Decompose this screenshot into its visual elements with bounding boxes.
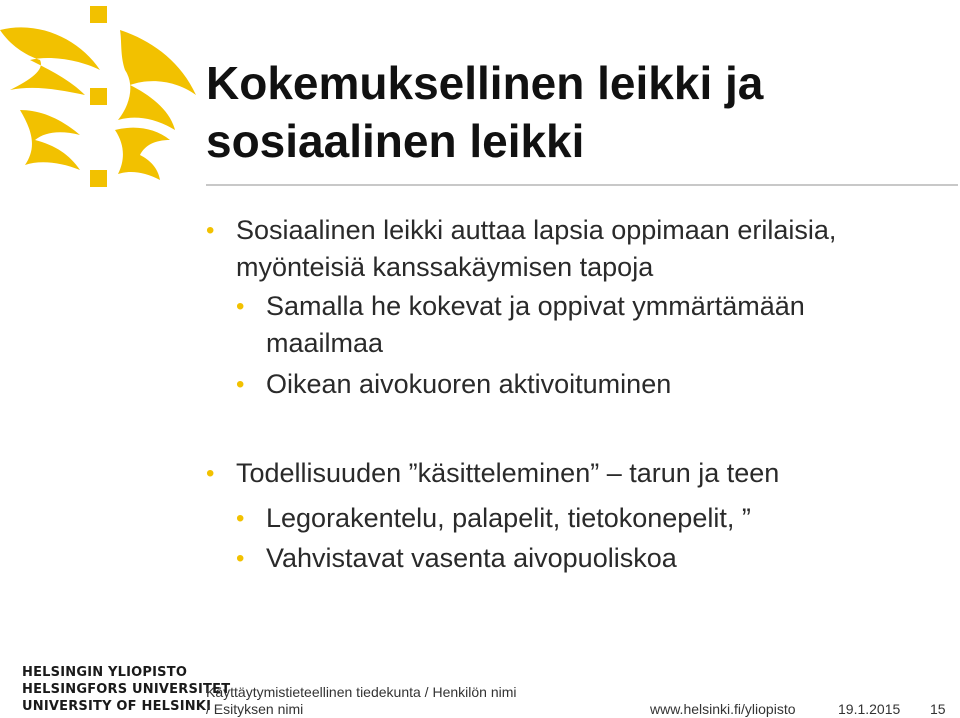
sub-bullet-item: • Oikean aivokuoren aktivoituminen bbox=[236, 366, 916, 403]
footer-faculty: Käyttäytymistieteellinen tiedekunta / Henkilön nimi / Esityksen nimi bbox=[206, 684, 517, 717]
bullet-item: • Sosiaalinen leikki auttaa lapsia oppimaan erilaisia, myönteisiä kanssakäymisen tapoja bbox=[206, 212, 906, 286]
bullet-dot-icon: • bbox=[236, 505, 245, 532]
bullet-item: • Todellisuuden ”käsitteleminen” – tarun ja teen bbox=[206, 455, 946, 492]
bullet-dot-icon: • bbox=[236, 293, 245, 320]
sub-bullet-item: • Legorakentelu, palapelit, tietokonepelit, ” bbox=[236, 500, 916, 537]
slide-title-line-1: Kokemuksellinen leikki ja bbox=[206, 57, 764, 109]
bullet-dot-icon: • bbox=[236, 371, 245, 398]
bullet-dot-icon: • bbox=[206, 460, 215, 487]
sub-bullet-item: • Vahvistavat vasenta aivopuoliskoa bbox=[236, 540, 916, 577]
title-divider bbox=[206, 184, 958, 186]
bullet-dot-icon: • bbox=[206, 217, 215, 244]
footer-url[interactable]: www.helsinki.fi/yliopisto bbox=[650, 701, 796, 717]
sub-bullet-item: • Samalla he kokevat ja oppivat ymmärtämään maailmaa bbox=[236, 288, 876, 362]
university-wordmark: HELSINGIN YLIOPISTO HELSINGFORS UNIVERSITET UNIVERSITY OF HELSINKI bbox=[22, 665, 231, 714]
page-number: 15 bbox=[930, 701, 946, 717]
slide-title-line-2: sosiaalinen leikki bbox=[206, 115, 585, 167]
bullet-dot-icon: • bbox=[236, 545, 245, 572]
footer-date: 19.1.2015 bbox=[838, 701, 901, 717]
slide-title bbox=[206, 54, 946, 170]
university-flame-logo bbox=[0, 0, 200, 200]
